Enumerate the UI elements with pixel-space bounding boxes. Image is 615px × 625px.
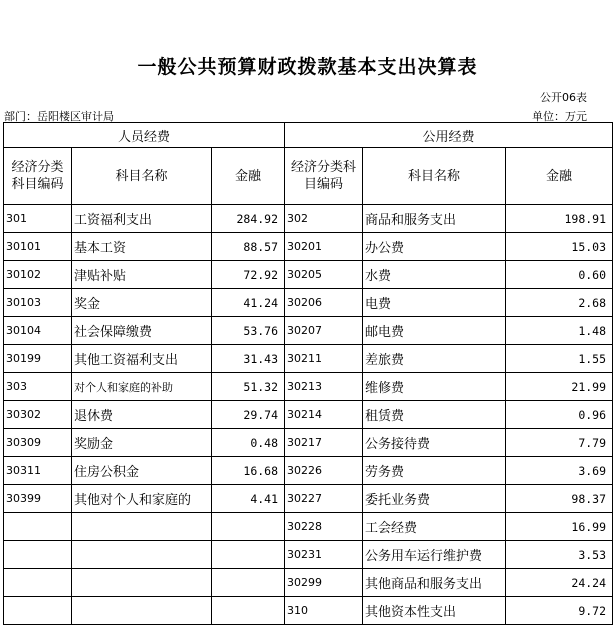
personnel-amount-cell: 284.92 [212,205,285,233]
public-amount-cell: 198.91 [506,205,613,233]
personnel-name-cell: 津贴补贴 [72,261,212,289]
public-code-cell: 30213 [285,373,363,401]
personnel-code-cell [4,513,72,541]
table-row [4,569,613,597]
public-amount-cell: 3.69 [506,457,613,485]
personnel-name-cell: 其他工资福利支出 [72,345,212,373]
public-amount-cell: 1.55 [506,345,613,373]
public-amount-cell: 3.53 [506,541,613,569]
public-name-cell: 公务接待费 [363,429,506,457]
public-name-cell: 劳务费 [363,457,506,485]
table-row [4,597,613,625]
public-code-cell: 30227 [285,485,363,513]
table-row [4,429,613,457]
column-header-row [4,148,613,205]
public-code-cell: 30205 [285,261,363,289]
public-code-cell: 30217 [285,429,363,457]
table-row [4,317,613,345]
personnel-amount-cell: 88.57 [212,233,285,261]
table-row [4,261,613,289]
personnel-code-cell: 30399 [4,485,72,513]
personnel-name-cell [72,597,212,625]
personnel-code-cell: 30311 [4,457,72,485]
personnel-section-header: 人员经费 [4,123,285,148]
public-name-cell: 水费 [363,261,506,289]
personnel-amount-cell [212,513,285,541]
personnel-name-cell [72,541,212,569]
personnel-code-cell: 303 [4,373,72,401]
table-row [4,289,613,317]
personnel-name-cell: 基本工资 [72,233,212,261]
personnel-amount-cell: 41.24 [212,289,285,317]
public-name-cell: 工会经费 [363,513,506,541]
public-name-cell: 邮电费 [363,317,506,345]
public-amount-cell: 1.48 [506,317,613,345]
personnel-name-cell: 住房公积金 [72,457,212,485]
expenditure-table [3,122,613,625]
personnel-code-cell [4,597,72,625]
public-code-cell: 30228 [285,513,363,541]
public-code-cell: 30214 [285,401,363,429]
personnel-name-cell: 奖金 [72,289,212,317]
personnel-amount-cell [212,541,285,569]
public-name-cell: 差旅费 [363,345,506,373]
personnel-name-cell [72,569,212,597]
personnel-code-cell: 30302 [4,401,72,429]
section-header-row [4,123,613,148]
public-amount-cell: 7.79 [506,429,613,457]
personnel-amount-cell: 4.41 [212,485,285,513]
personnel-amount-cell: 16.68 [212,457,285,485]
public-name-cell: 商品和服务支出 [363,205,506,233]
public-code-cell: 30231 [285,541,363,569]
public-name-cell: 委托业务费 [363,485,506,513]
public-code-cell: 310 [285,597,363,625]
personnel-amount-cell: 51.32 [212,373,285,401]
report-title: 一般公共预算财政拨款基本支出决算表 [137,56,478,78]
unit-label: 单位：万元 [532,110,587,123]
personnel-amount-cell: 0.48 [212,429,285,457]
public-section-header: 公用经费 [285,123,613,148]
personnel-amount-cell: 53.76 [212,317,285,345]
public-amount-cell: 21.99 [506,373,613,401]
table-row [4,541,613,569]
personnel-code-cell: 301 [4,205,72,233]
table-row [4,485,613,513]
public-amount-cell: 2.68 [506,289,613,317]
table-row [4,205,613,233]
public-amount-cell: 16.99 [506,513,613,541]
public-amount-cell: 98.37 [506,485,613,513]
public-code-cell: 30226 [285,457,363,485]
table-row [4,513,613,541]
public-amount-header: 金融 [506,148,613,205]
table-row [4,233,613,261]
table-row [4,401,613,429]
personnel-code-header: 经济分类科目编码 [4,148,72,205]
public-code-cell: 30201 [285,233,363,261]
public-code-cell: 30211 [285,345,363,373]
public-name-cell: 租赁费 [363,401,506,429]
personnel-code-cell: 30101 [4,233,72,261]
table-body [4,205,613,625]
public-name-cell: 公务用车运行维护费 [363,541,506,569]
personnel-name-cell [72,513,212,541]
personnel-code-cell [4,541,72,569]
personnel-name-cell: 退休费 [72,401,212,429]
public-amount-cell: 15.03 [506,233,613,261]
personnel-name-cell: 其他对个人和家庭的 [72,485,212,513]
personnel-amount-header: 金融 [212,148,285,205]
public-amount-cell: 24.24 [506,569,613,597]
personnel-amount-cell [212,569,285,597]
personnel-name-cell: 奖励金 [72,429,212,457]
personnel-name-header: 科目名称 [72,148,212,205]
personnel-code-cell [4,569,72,597]
personnel-name-cell: 对个人和家庭的补助 [72,373,212,401]
personnel-code-cell: 30102 [4,261,72,289]
public-code-cell: 30299 [285,569,363,597]
personnel-amount-cell: 29.74 [212,401,285,429]
personnel-code-cell: 30199 [4,345,72,373]
table-row [4,345,613,373]
personnel-name-cell: 工资福利支出 [72,205,212,233]
public-name-cell: 电费 [363,289,506,317]
personnel-amount-cell: 31.43 [212,345,285,373]
table-row [4,457,613,485]
public-name-cell: 其他商品和服务支出 [363,569,506,597]
public-name-cell: 办公费 [363,233,506,261]
public-code-cell: 30207 [285,317,363,345]
personnel-amount-cell [212,597,285,625]
public-code-header: 经济分类科目编码 [285,148,363,205]
public-name-header: 科目名称 [363,148,506,205]
personnel-name-cell: 社会保障缴费 [72,317,212,345]
table-row [4,373,613,401]
department-label: 部门：岳阳楼区审计局 [4,110,114,123]
personnel-code-cell: 30104 [4,317,72,345]
public-amount-cell: 0.60 [506,261,613,289]
public-amount-cell: 9.72 [506,597,613,625]
public-code-cell: 302 [285,205,363,233]
personnel-code-cell: 30309 [4,429,72,457]
personnel-code-cell: 30103 [4,289,72,317]
public-amount-cell: 0.96 [506,401,613,429]
personnel-amount-cell: 72.92 [212,261,285,289]
public-name-cell: 维修费 [363,373,506,401]
public-code-cell: 30206 [285,289,363,317]
public-name-cell: 其他资本性支出 [363,597,506,625]
form-number: 公开06表 [540,91,587,104]
